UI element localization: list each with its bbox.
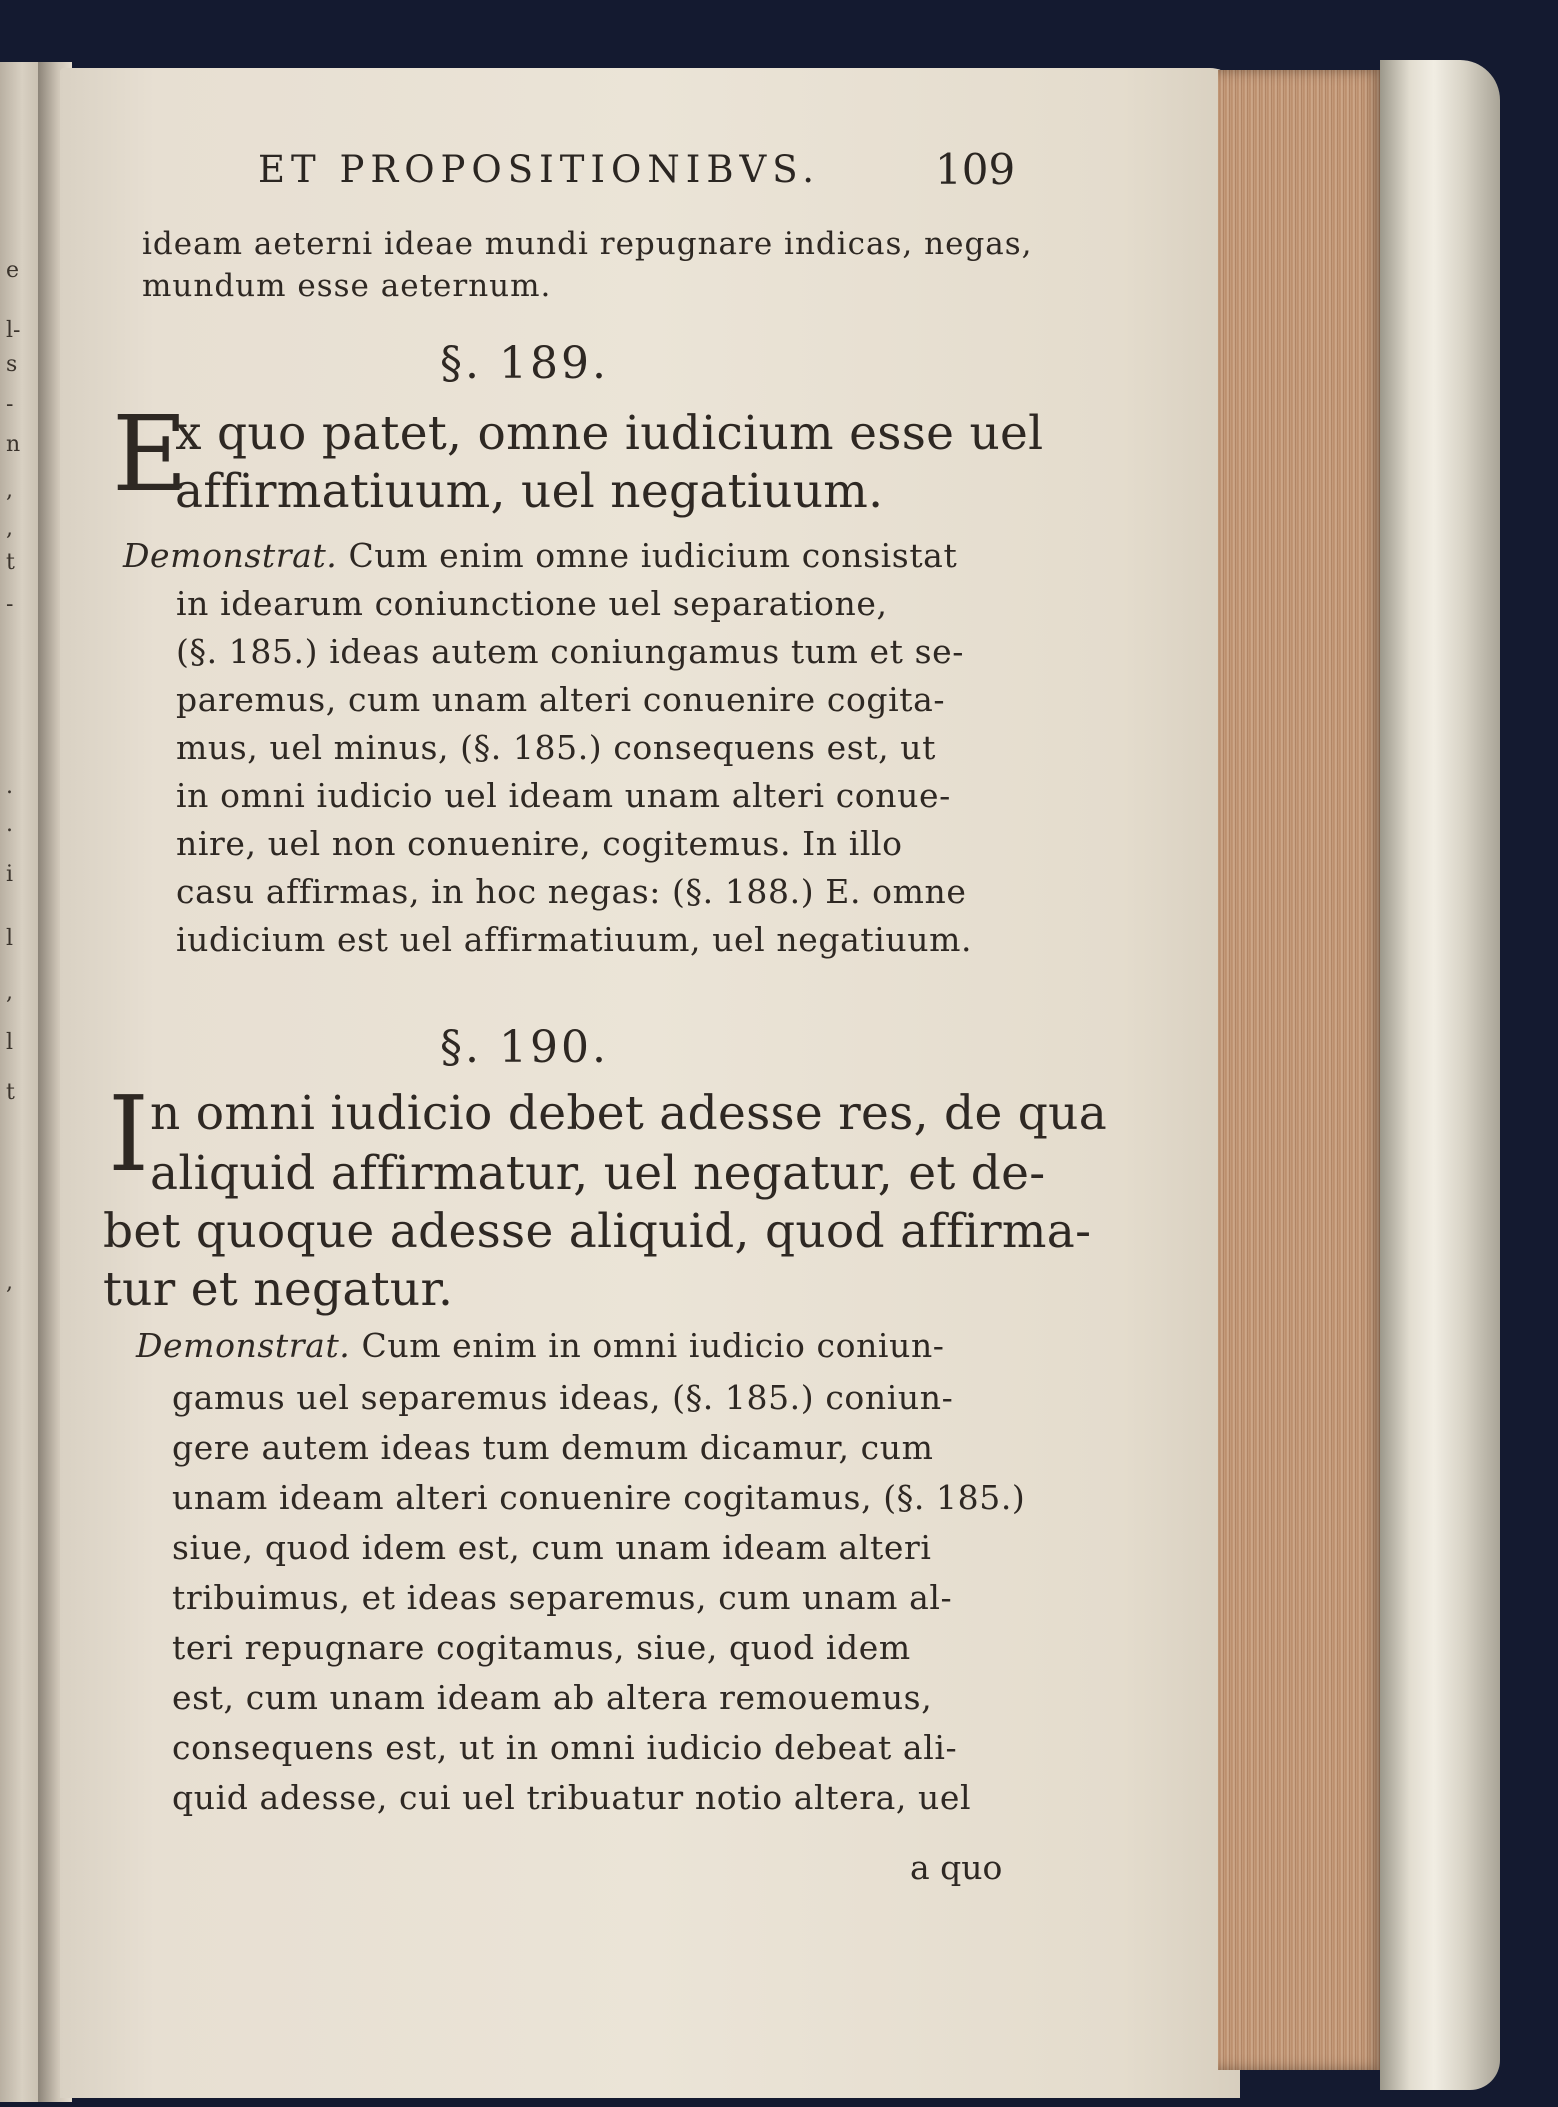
- proof-190-line: teri repugnare cogitamus, siue, quod idem: [172, 1628, 911, 1667]
- margin-fragment: ,: [6, 1270, 13, 1295]
- proof-190-line: tribuimus, et ideas separemus, cum unam al-: [172, 1578, 953, 1617]
- proof-190-line: consequens est, ut in omni iudicio debeat ali-: [172, 1728, 958, 1767]
- margin-fragment: s: [6, 352, 18, 377]
- page-number: 109: [935, 145, 1016, 194]
- section-heading-190: §. 190.: [440, 1022, 609, 1073]
- proof-190-line: siue, quod idem est, cum unam ideam alteri: [172, 1528, 932, 1567]
- carryover-line-2: mundum esse aeternum.: [142, 268, 552, 304]
- margin-fragment: e: [6, 258, 20, 283]
- margin-fragment: t: [6, 1080, 15, 1105]
- catchword: a quo: [910, 1848, 1003, 1887]
- margin-fragment: l: [6, 926, 14, 951]
- proof-189-line: in omni iudicio uel ideam unam alteri conue-: [176, 776, 951, 815]
- margin-fragment: -: [6, 592, 14, 617]
- proposition-189-line-1: x quo patet, omne iudicium esse uel: [175, 406, 1044, 461]
- proof-189-line: iudicium est uel affirmatiuum, uel negatiuum.: [176, 920, 973, 959]
- proof-190-line-1: Demonstrat. Cum enim in omni iudicio coniun-: [136, 1326, 945, 1365]
- running-title: ET PROPOSITIONIBVS.: [258, 148, 821, 191]
- margin-fragment: l: [6, 1030, 14, 1055]
- proof-label: Demonstrat.: [123, 536, 338, 575]
- proof-189-line: in idearum coniunctione uel separatione,: [176, 584, 888, 623]
- proof-190-line: est, cum unam ideam ab altera remouemus,: [172, 1678, 933, 1717]
- proposition-190-line-3: bet quoque adesse aliquid, quod affirma-: [103, 1204, 1092, 1259]
- carryover-line-1: ideam aeterni ideae mundi repugnare indicas, negas,: [142, 226, 1033, 262]
- margin-fragment: n: [6, 432, 21, 457]
- margin-fragment: l-: [6, 318, 21, 343]
- margin-fragment: .: [6, 812, 13, 837]
- section-heading-189: §. 189.: [440, 338, 609, 389]
- proposition-190-line-2: aliquid affirmatur, uel negatur, et de-: [150, 1146, 1046, 1201]
- proof-189-line: (§. 185.) ideas autem coniungamus tum et se-: [176, 632, 965, 671]
- proof-190-line: unam ideam alteri conuenire cogitamus, (§. 185.): [172, 1478, 1026, 1517]
- proof-190-line: quid adesse, cui uel tribuatur notio altera, uel: [172, 1778, 972, 1817]
- left-page-edge: [0, 62, 40, 2102]
- page-edges: [1218, 70, 1392, 2070]
- proof-189-line: casu affirmas, in hoc negas: (§. 188.) E. omne: [176, 872, 967, 911]
- proof-189-line: mus, uel minus, (§. 185.) consequens est, ut: [176, 728, 937, 767]
- proof-189-line: nire, uel non conuenire, cogitemus. In illo: [176, 824, 903, 863]
- background-dark: [1500, 60, 1558, 2107]
- proposition-190-line-4: tur et negatur.: [103, 1262, 454, 1317]
- proof-189-line-1: Demonstrat. Cum enim omne iudicium consistat: [123, 536, 958, 575]
- margin-fragment: t: [6, 550, 15, 575]
- margin-fragment: i: [6, 862, 14, 887]
- drop-cap-190: I: [108, 1073, 150, 1195]
- proposition-189-line-2: affirmatiuum, uel negatiuum.: [175, 464, 884, 519]
- margin-fragment: ,: [6, 516, 13, 541]
- proof-190-line: gere autem ideas tum demum dicamur, cum: [172, 1428, 934, 1467]
- book-cover-edge: [1380, 60, 1500, 2090]
- margin-fragment: ,: [6, 478, 13, 503]
- drop-cap-189: E: [112, 393, 188, 515]
- margin-fragment: -: [6, 392, 14, 417]
- margin-fragment: .: [6, 774, 13, 799]
- proposition-190-line-1: n omni iudicio debet adesse res, de qua: [150, 1086, 1108, 1141]
- margin-fragment: ,: [6, 980, 13, 1005]
- proof-189-line: paremus, cum unam alteri conuenire cogita-: [176, 680, 946, 719]
- proof-label: Demonstrat.: [136, 1326, 351, 1365]
- proof-190-line: gamus uel separemus ideas, (§. 185.) coniun-: [172, 1378, 954, 1417]
